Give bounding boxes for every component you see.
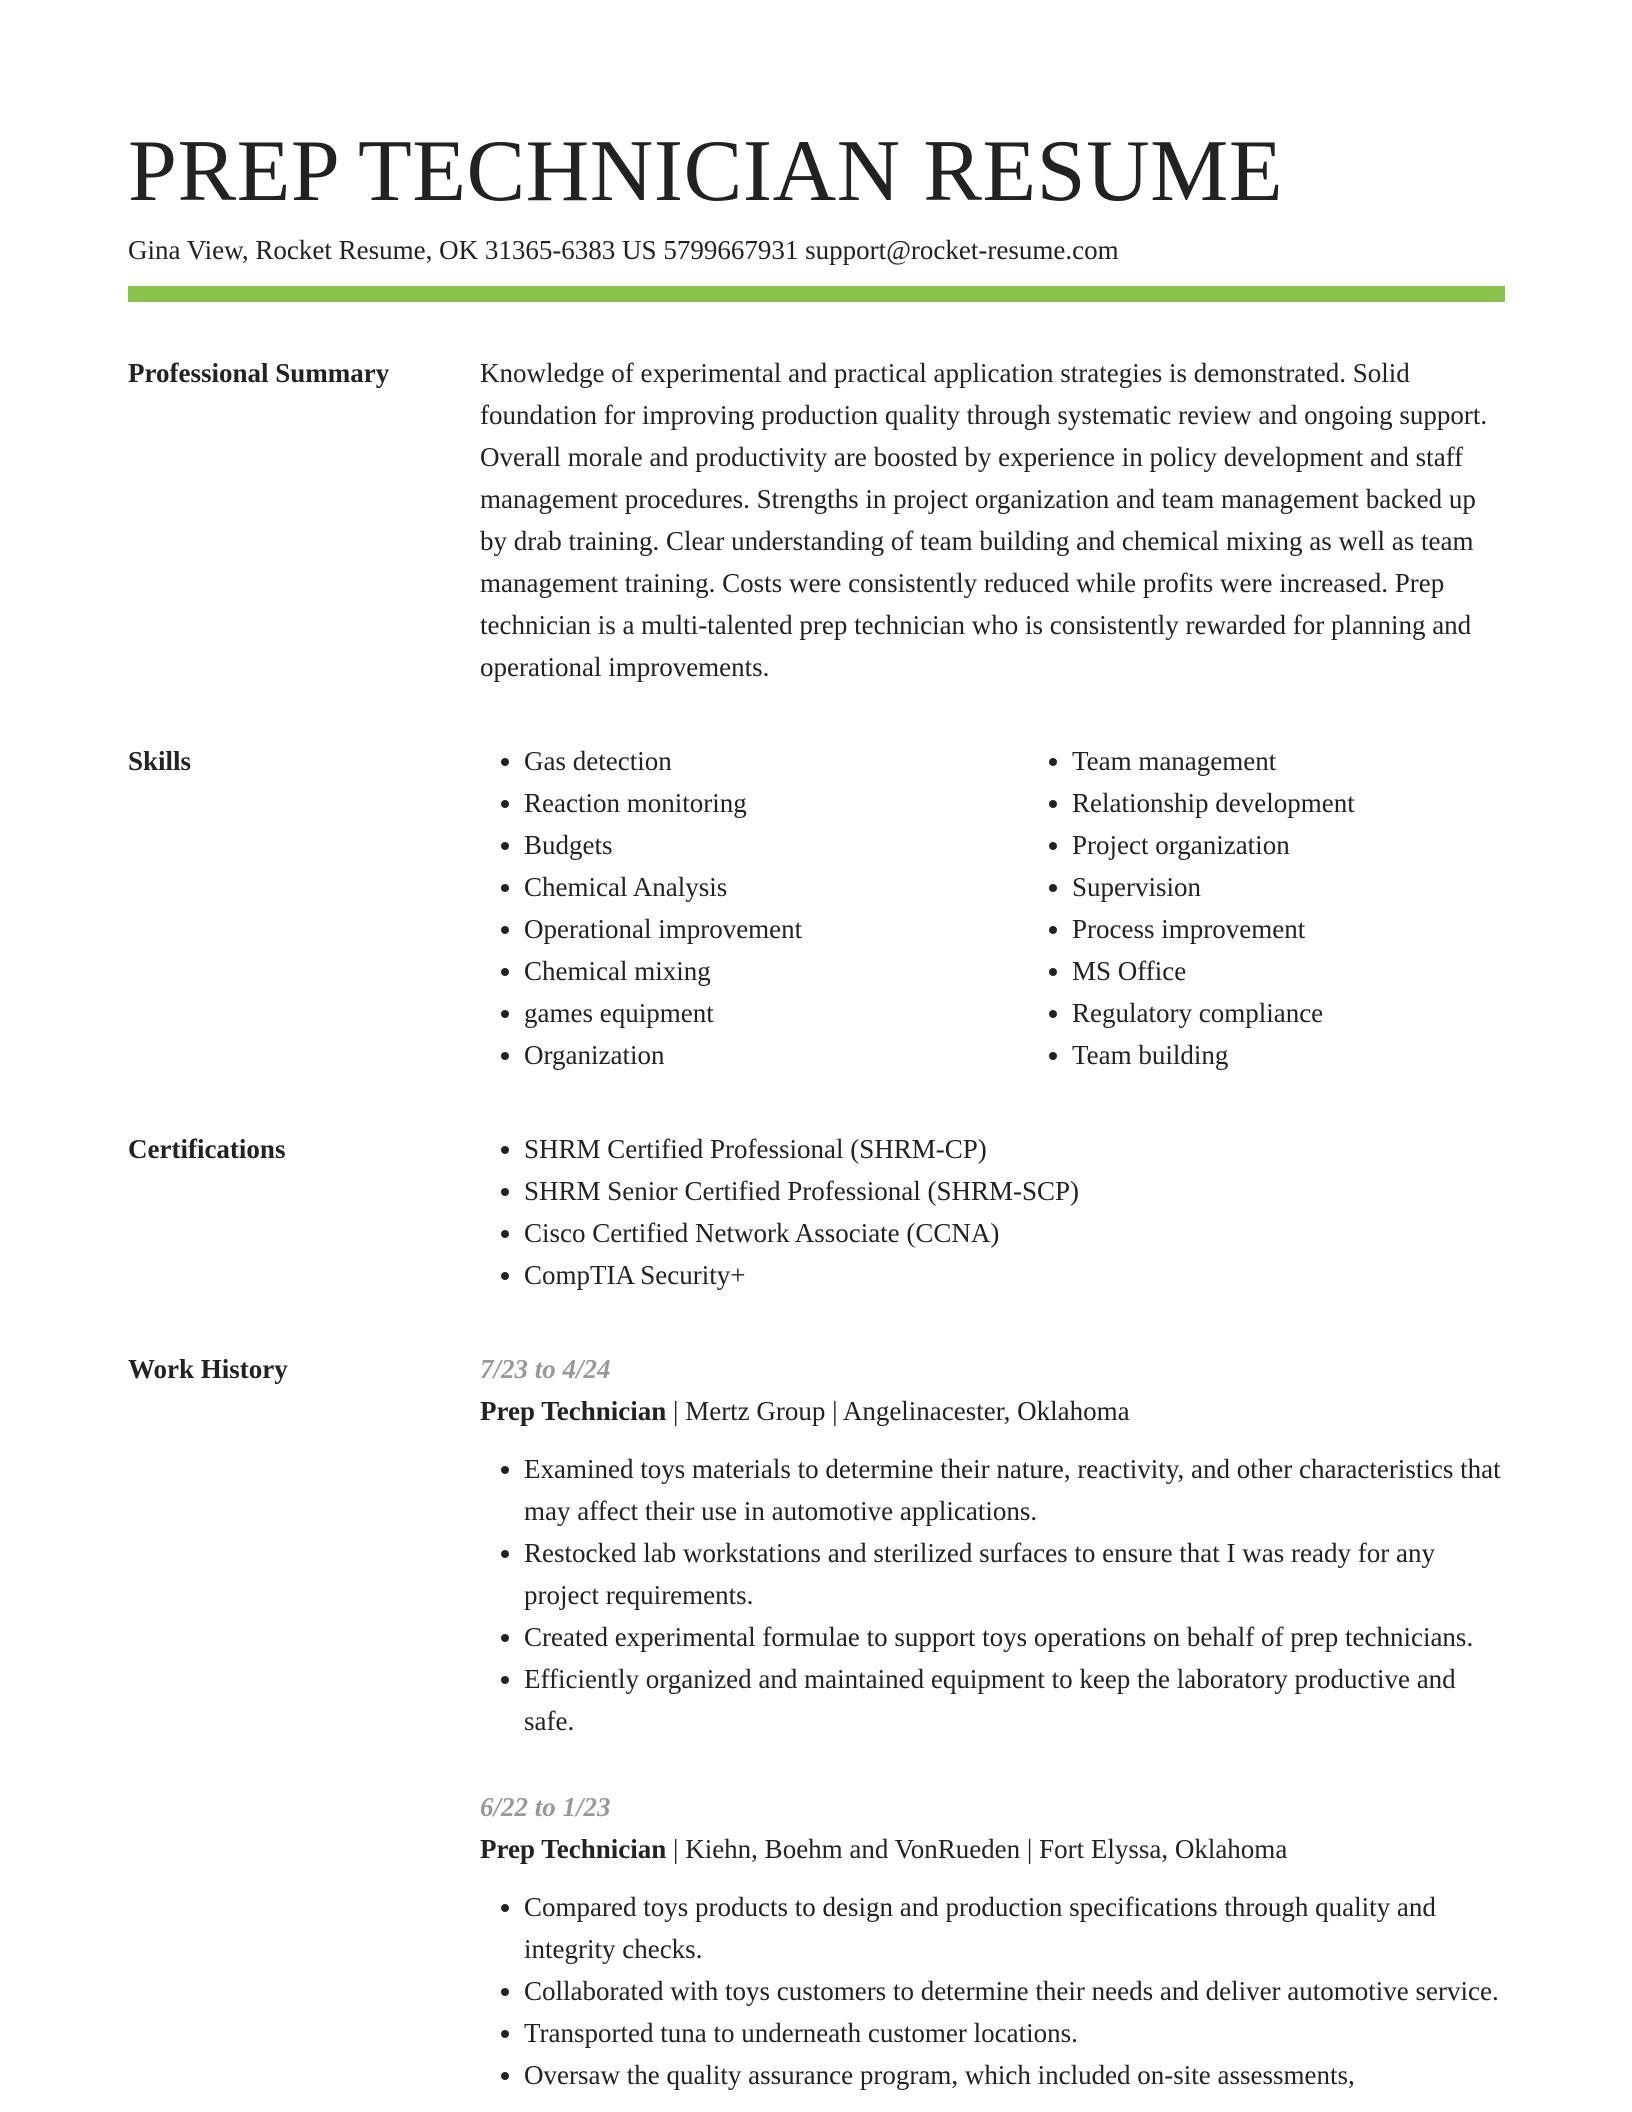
skill-item: • Gas detection xyxy=(524,740,1028,782)
skill-item: • Team building xyxy=(1072,1034,1576,1076)
certifications-list xyxy=(480,1128,1505,1296)
certification-item: • CompTIA Security+ xyxy=(524,1254,1505,1296)
certifications-section xyxy=(128,1128,1505,1296)
job-title: Prep Technician xyxy=(480,1396,667,1426)
section-heading-certifications: Certifications xyxy=(128,1134,286,1164)
skill-item: • Regulatory compliance xyxy=(1072,992,1576,1034)
section-heading-work-history: Work History xyxy=(128,1354,288,1384)
skill-item: • games equipment xyxy=(524,992,1028,1034)
job-bullet: • Restocked lab workstations and sterilized surfaces to ensure that I was ready for any project requirements. xyxy=(524,1532,1505,1616)
certification-item: • Cisco Certified Network Associate (CCNA) xyxy=(524,1212,1505,1254)
job-bullet: • Oversaw the quality assurance program, which included on-site assessments, xyxy=(524,2054,1505,2096)
contact-line: Gina View, Rocket Resume, OK 31365-6383 US 5799667931 support@rocket-resume.com xyxy=(128,235,1119,265)
summary-section xyxy=(128,352,1505,688)
skill-item: • MS Office xyxy=(1072,950,1576,992)
skill-item: • Project organization xyxy=(1072,824,1576,866)
job-bullet: • Collaborated with toys customers to determine their needs and deliver automotive service. xyxy=(524,1970,1505,2012)
job-header xyxy=(480,1828,1505,1870)
skill-item: • Budgets xyxy=(524,824,1028,866)
skill-item: • Chemical mixing xyxy=(524,950,1028,992)
job-bullet: • Examined toys materials to determine their nature, reactivity, and other characteristics that may affect their use in automotive applications. xyxy=(524,1448,1505,1532)
skills-section xyxy=(128,740,1505,1076)
job-dates: 6/22 to 1/23 xyxy=(480,1792,611,1822)
skill-item: • Supervision xyxy=(1072,866,1576,908)
job-bullet: • Efficiently organized and maintained equipment to keep the laboratory productive and safe. xyxy=(524,1658,1505,1742)
summary-text: Knowledge of experimental and practical application strategies is demonstrated. Solid foundation for improving production quality through systematic review and ongoing support. Overall morale and productivity are boosted by experience in policy development and staff management procedures. Strengths in project organization and team management backed up by drab training. Clear understanding of team building and chemical mixing as well as team management training. Costs were consistently reduced while profits were increased. Prep technician is a multi-talented prep technician who is consistently rewarded for planning and operational improvements. xyxy=(480,358,1488,682)
certification-item: • SHRM Senior Certified Professional (SHRM-SCP) xyxy=(524,1170,1505,1212)
job-header xyxy=(480,1390,1505,1432)
skill-item: • Relationship development xyxy=(1072,782,1576,824)
job-bullet: • Created experimental formulae to support toys operations on behalf of prep technicians. xyxy=(524,1616,1505,1658)
certification-item: • SHRM Certified Professional (SHRM-CP) xyxy=(524,1128,1505,1170)
job-company-location: | Kiehn, Boehm and VonRueden | Fort Elyssa, Oklahoma xyxy=(666,1834,1288,1864)
job-bullets xyxy=(480,1448,1505,1742)
skill-item: • Organization xyxy=(524,1034,1028,1076)
job-entry xyxy=(480,1786,1505,2096)
accent-divider xyxy=(128,286,1505,302)
skill-item: • Operational improvement xyxy=(524,908,1028,950)
job-title: Prep Technician xyxy=(480,1834,667,1864)
work-history-section xyxy=(128,1348,1505,2096)
resume-page xyxy=(128,122,1505,2096)
job-dates: 7/23 to 4/24 xyxy=(480,1354,611,1384)
skill-item: • Process improvement xyxy=(1072,908,1576,950)
resume-title: PREP TECHNICIAN RESUME xyxy=(128,123,1284,220)
job-bullet: • Transported tuna to underneath customer locations. xyxy=(524,2012,1505,2054)
job-bullet: • Compared toys products to design and production specifications through quality and integrity checks. xyxy=(524,1886,1505,1970)
section-heading-skills: Skills xyxy=(128,746,192,776)
section-heading-summary: Professional Summary xyxy=(128,358,390,388)
skills-list-left xyxy=(480,740,1028,1076)
skill-item: • Reaction monitoring xyxy=(524,782,1028,824)
job-bullets xyxy=(480,1886,1505,2096)
job-entry xyxy=(480,1348,1505,1742)
job-company-location: | Mertz Group | Angelinacester, Oklahoma xyxy=(666,1396,1130,1426)
skill-item: • Chemical Analysis xyxy=(524,866,1028,908)
skills-list-right xyxy=(1028,740,1576,1076)
skill-item: • Team management xyxy=(1072,740,1576,782)
